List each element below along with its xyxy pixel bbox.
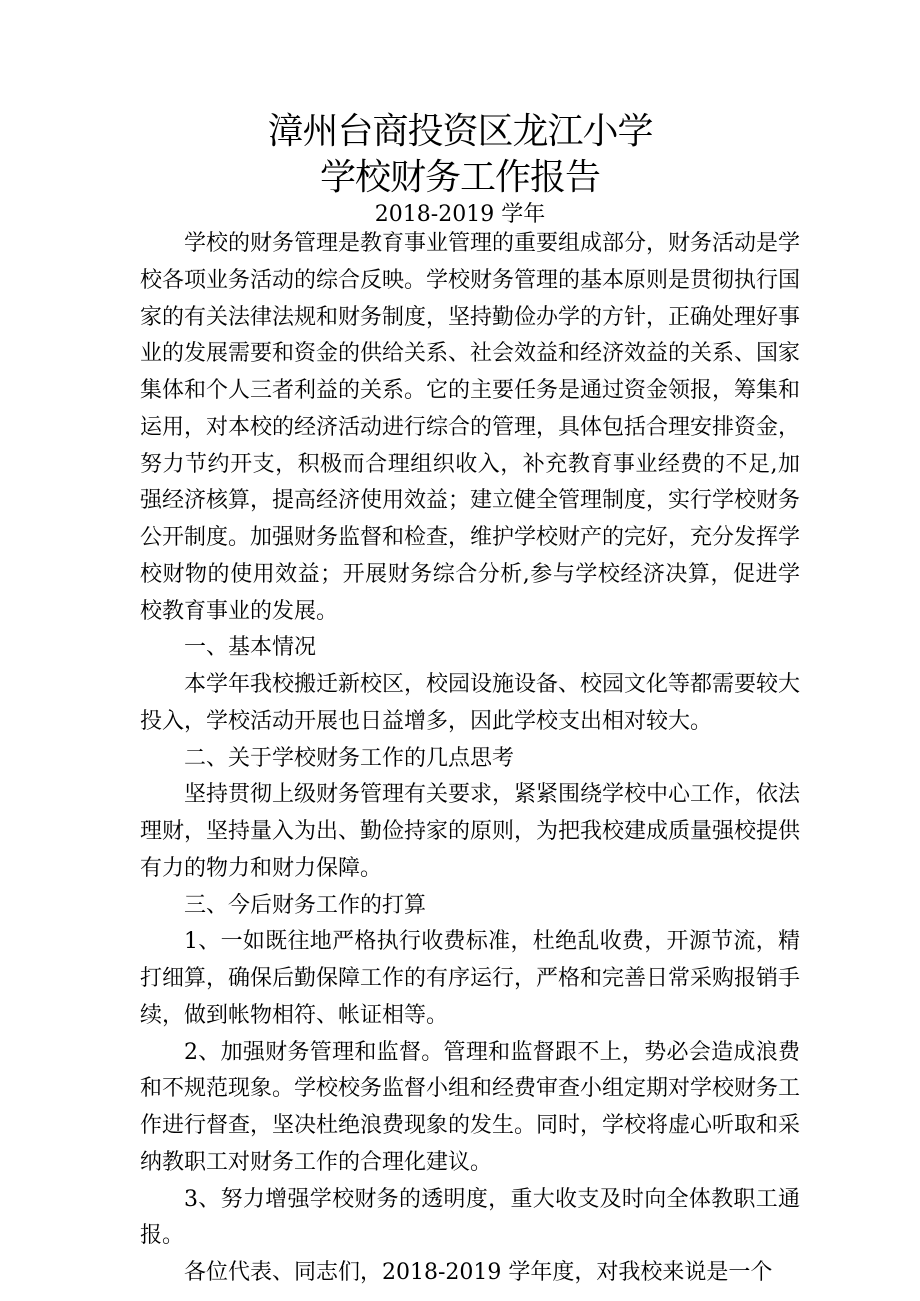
reflections-paragraph: 坚持贯彻上级财务管理有关要求，紧紧围绕学校中心工作，依法理财，坚持量入为出、勤俭持家的原则，为把我校建成质量强校提供有力的物力和财力保障。 bbox=[140, 782, 801, 881]
plan-item-3: 3、努力增强学校财务的透明度，重大收支及时向全体教职工通报。 bbox=[140, 1186, 800, 1249]
document-subtitle: 2018-2019 学年 bbox=[374, 202, 546, 227]
document-title-line1: 漳州台商投资区龙江小学 bbox=[267, 111, 653, 152]
section-heading-reflections: 二、关于学校财务工作的几点思考 bbox=[184, 745, 515, 771]
section-heading-future-plans: 三、今后财务工作的打算 bbox=[184, 892, 427, 918]
document-body bbox=[140, 226, 800, 1292]
intro-paragraph: 学校的财务管理是教育事业管理的重要组成部分，财务活动是学校各项业务活动的综合反映。学校财务管理的基本原则是贯彻执行国家的有关法律法规和财务制度，坚持勤俭办学的方针，正确处理好事业的发展需要和资金的供给关系、社会效益和经济效益的关系、国家集体和个人三者利益的关系。它的主要任务是通过资金领报，筹集和运用，对本校的经济活动进行综合的管理，具体包括合理安排资金，努力节约开支，积极而合理组织收入，补充教育事业经费的不足,加强经济核算，提高经济使用效益；建立健全管理制度，实行学校财务公开制度。加强财务监督和检查，维护学校财产的完好，充分发挥学校财物的使用效益；开展财务综合分析,参与学校经济决算，促进学校教育事业的发展。 bbox=[140, 231, 801, 624]
document-title-line2: 学校财务工作报告 bbox=[319, 157, 600, 198]
closing-paragraph: 各位代表、同志们，2018-2019 学年度，对我校来说是一个 bbox=[184, 1260, 773, 1285]
section-heading-basic-situation: 一、基本情况 bbox=[184, 635, 317, 661]
plan-item-1: 1、一如既往地严格执行收费标准，杜绝乱收费，开源节流，精打细算，确保后勤保障工作的有序运行，严格和完善日常采购报销手续，做到帐物相符、帐证相等。 bbox=[140, 929, 801, 1028]
basic-situation-paragraph: 本学年我校搬迁新校区，校园设施设备、校园文化等都需要较大投入，学校活动开展也日益增多，因此学校支出相对较大。 bbox=[140, 672, 801, 734]
plan-item-2: 2、加强财务管理和监督。管理和监督跟不上，势必会造成浪费和不规范现象。学校校务监督小组和经费审查小组定期对学校财务工作进行督查，坚决杜绝浪费现象的发生。同时，学校将虚心听取和采纳教职工对财务工作的合理化建议。 bbox=[140, 1039, 801, 1175]
